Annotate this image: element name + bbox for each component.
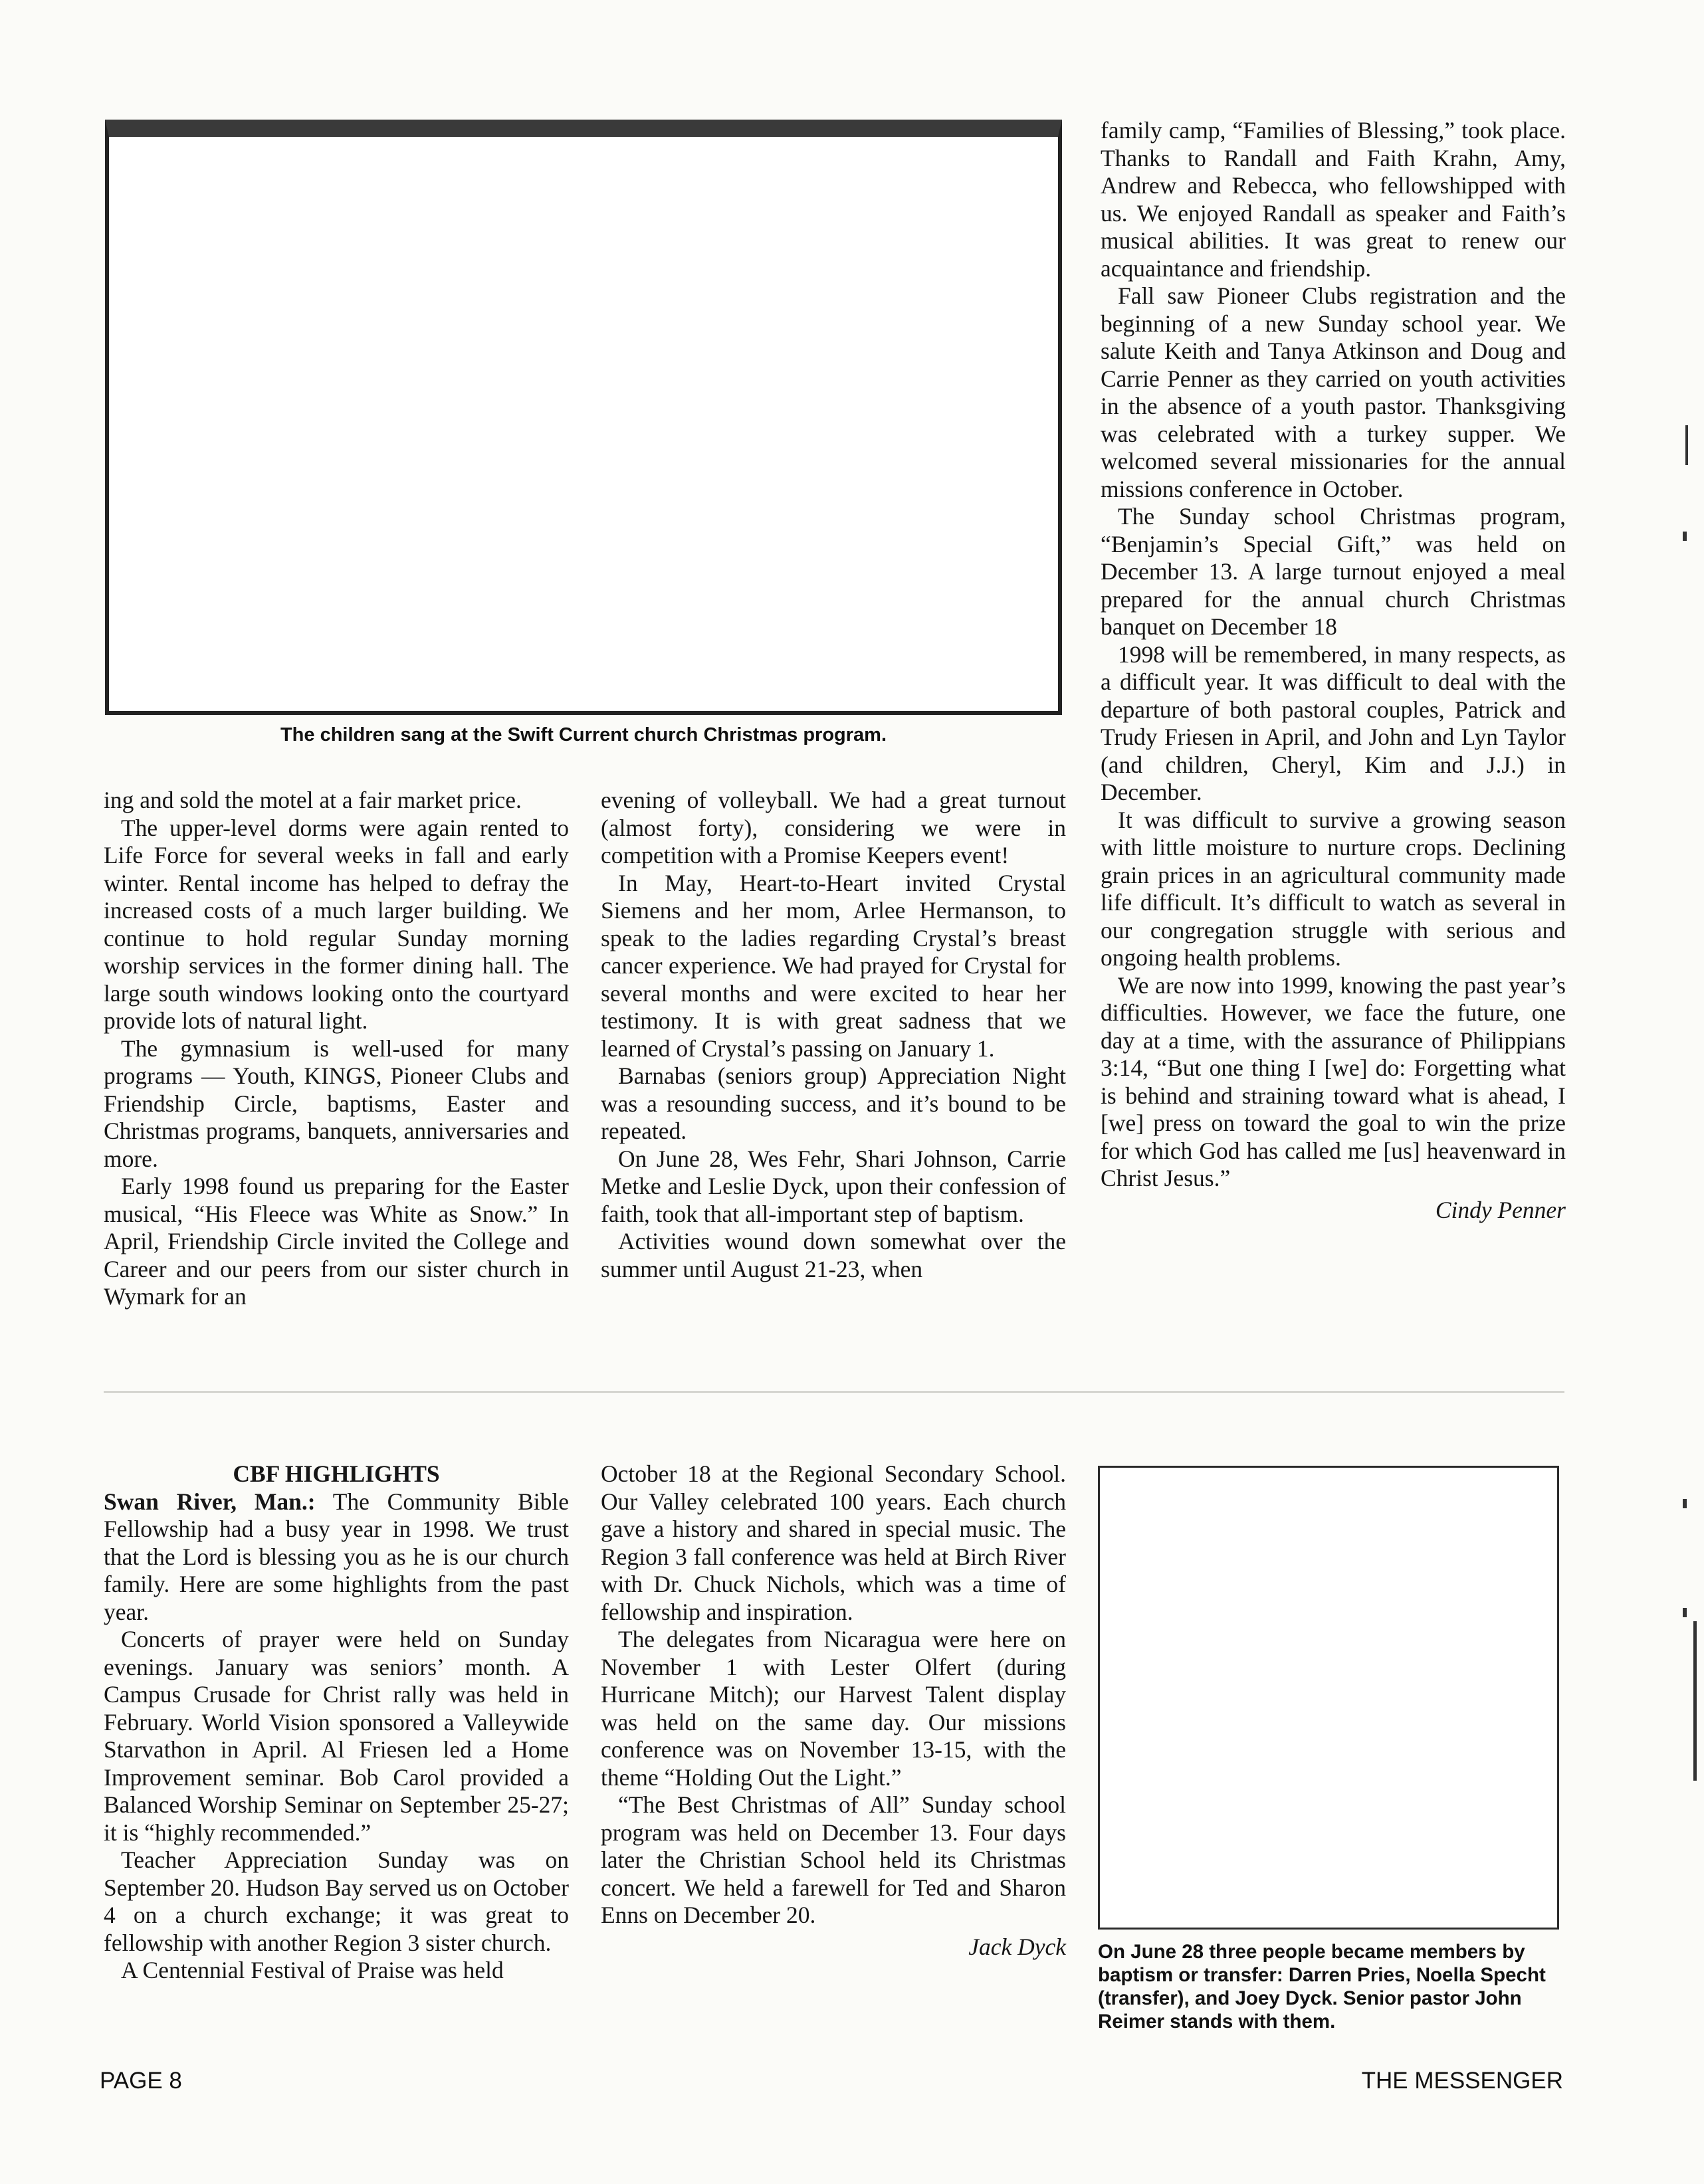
paragraph: It was difficult to survive a growing season with little moisture to nurture crops. Declining grain prices in an agricultural community made life difficult. It’s difficult to watch as several in our congregation struggle with serious and ongoing health problems. (1101, 806, 1566, 971)
paragraph: “The Best Christmas of All” Sunday school program was held on December 13. Four days later the Christian School held its Christmas concert. We held a farewell for Ted and Sharon Enns on December 20. (601, 1791, 1066, 1928)
article-column-2 (601, 787, 1066, 1283)
section-divider (104, 1391, 1564, 1393)
article-column-1 (104, 787, 569, 1311)
paragraph: The delegates from Nicaragua were here on November 1 with Lester Olfert (during Hurricane Mitch); our Harvest Talent display was held on the same day. Our missions conference was on November 13-15, with the theme “Holding Out the Light.” (601, 1626, 1066, 1791)
location-label: Swan River, Man.: (104, 1488, 316, 1515)
page-number: PAGE 8 (100, 2068, 182, 2094)
scan-edge-mark (1683, 1499, 1687, 1508)
bottom-photo-caption: On June 28 three people became members by baptism or transfer: Darren Pries, Noella Specht (transfer), and Joey Dyck. Senior pastor John Reimer stands with them. (1098, 1941, 1546, 2033)
paragraph: evening of volleyball. We had a great turnout (almost forty), considering we were in competition with a Promise Keepers event! (601, 787, 1066, 868)
paragraph: Concerts of prayer were held on Sunday evenings. January was seniors’ month. A Campus Crusade for Christ rally was held in February. World Vision sponsored a Valleywide Starvathon in April. Al Friesen led a Home Improvement seminar. Bob Carol provided a Balanced Worship Seminar on September 25-27; it is “highly recommended.” (104, 1626, 569, 1846)
paragraph: In May, Heart-to-Heart invited Crystal Siemens and her mom, Arlee Hermanson, to speak to the ladies regarding Crystal’s breast cancer experience. We had prayed for Crystal for several months and were excited to hear her testimony. It is with great sadness that we learned of Crystal’s passing on January 1. (601, 869, 1066, 1062)
highlights-heading: CBF HIGHLIGHTS (233, 1460, 440, 1487)
paragraph: We are now into 1999, knowing the past year’s difficulties. However, we face the future, one day at a time, with the assurance of Philippians 3:14, “But one thing I [we] do: Forgetting what is behind and straining toward what is ahead, I [we] press on toward the goal to win the prize for which God has called me [us] heavenward in Christ Jesus.” (1101, 971, 1566, 1191)
paragraph: A Centennial Festival of Praise was held (121, 1957, 504, 1983)
highlights-signature: Jack Dyck (968, 1933, 1066, 1960)
paragraph: Activities wound down somewhat over the summer until August 21-23, when (601, 1228, 1066, 1282)
paragraph: On June 28, Wes Fehr, Shari Johnson, Carrie Metke and Leslie Dyck, upon their confession of faith, took that all-important step of baptism. (601, 1145, 1066, 1227)
scan-edge-mark (1683, 532, 1687, 541)
publication-name: THE MESSENGER (1361, 2068, 1563, 2094)
highlights-column-1 (104, 1460, 569, 1985)
paragraph: The Sunday school Christmas program, “Benjamin’s Special Gift,” was held on December 13. A large turnout enjoyed a meal prepared for the annual church Christmas banquet on December 18 (1101, 503, 1566, 640)
paragraph: The upper-level dorms were again rented to Life Force for several weeks in fall and early winter. Rental income has helped to defray the increased costs of a much larger building. We continue to hold regular Sunday morning worship services in the former dining hall. The large south windows looking onto the courtyard provide lots of natural light. (104, 814, 569, 1034)
scan-edge-mark (1685, 425, 1688, 465)
bottom-photo (1098, 1466, 1559, 1930)
scan-edge-mark (1693, 1621, 1697, 1781)
highlights-column-2 (601, 1460, 1066, 1961)
top-photo (105, 120, 1062, 715)
paragraph: The gymnasium is well-used for many programs — Youth, KINGS, Pioneer Clubs and Friendship Circle, baptisms, Easter and Christmas programs, banquets, anniversaries and more. (104, 1035, 569, 1172)
paragraph: Fall saw Pioneer Clubs registration and the beginning of a new Sunday school year. We salute Keith and Tanya Atkinson and Doug and Carrie Penner as they carried on youth activities in the absence of a youth pastor. Thanksgiving was celebrated with a turkey supper. We welcomed several missionaries for the annual missions conference in October. (1101, 282, 1566, 502)
paragraph: 1998 will be remembered, in many respects, as a difficult year. It was difficult to deal with the departure of both pastoral couples, Patrick and Trudy Friesen in April, and John and Lyn Taylor (and children, Cheryl, Kim and J.J.) in December. (1101, 641, 1566, 805)
top-photo-caption: The children sang at the Swift Current church Christmas program. (280, 724, 887, 745)
paragraph: Swan River, Man.: The Community Bible Fellowship had a busy year in 1998. We trust that the Lord is blessing you as he is our church family. Here are some highlights from the past year. (104, 1488, 570, 1625)
article-signature: Cindy Penner (1435, 1196, 1566, 1223)
paragraph: Barnabas (seniors group) Appreciation Night was a resounding success, and it’s bound to be repeated. (601, 1062, 1066, 1144)
paragraph: Early 1998 found us preparing for the Easter musical, “His Fleece was White as Snow.” In April, Friendship Circle invited the College and Career and our peers from our sister church in Wymark for an (104, 1173, 569, 1310)
paragraph: family camp, “Families of Blessing,” took place. Thanks to Randall and Faith Krahn, Amy, Andrew and Rebecca, who fellowshipped with us. We enjoyed Randall as speaker and Faith’s musical abilities. It was great to renew our acquaintance and friendship. (1101, 117, 1566, 282)
paragraph: October 18 at the Regional Secondary School. Our Valley celebrated 100 years. Each church gave a history and shared in special music. The Region 3 fall conference was held at Birch River with Dr. Chuck Nichols, which was a time of fellowship and inspiration. (601, 1460, 1066, 1625)
scan-edge-mark (1683, 1608, 1687, 1617)
paragraph: ing and sold the motel at a fair market price. (104, 787, 522, 813)
paragraph: Teacher Appreciation Sunday was on September 20. Hudson Bay served us on October 4 on a church exchange; it was great to fellowship with another Region 3 sister church. (104, 1846, 569, 1956)
article-column-3 (1101, 117, 1566, 1224)
